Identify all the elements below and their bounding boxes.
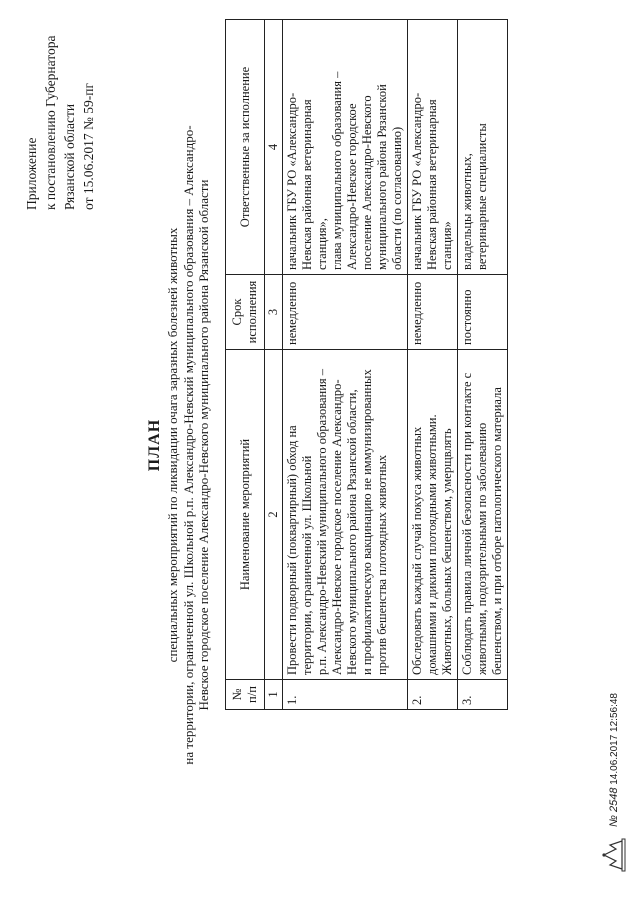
registration-number: № 2548 [608,787,620,827]
index-cell: 4 [265,20,283,275]
row-name-line: домашними и дикими плотоядными животными. [425,414,439,675]
plan-title: ПЛАН [146,418,163,472]
row-name [283,350,408,680]
row-name [408,350,458,680]
row-name [458,350,508,680]
registration-footer [600,693,628,875]
table-index-row [265,20,283,710]
appendix-line: к постановлению Губернатора [43,35,58,210]
row-name-line: Животных, больных бешенством, умерщвлять [440,428,454,675]
row-name-line: р.п. Александро-Невский муниципального образования – [315,368,329,675]
plan-table [225,19,508,710]
row-resp-line: ветеринарные специалисты [475,123,489,270]
row-term: постоянно [458,275,508,350]
plan-heading [145,5,212,885]
row-resp-line: станция», [315,218,329,270]
row-resp-line: глава муниципального образования – [330,71,344,270]
row-num: 3. [458,680,508,710]
row-name-line: Александро-Невское городское поселение Александро- [330,379,344,675]
row-name-line: животными, подозрительными по заболеванию [475,422,489,675]
appendix-line: Рязанской области [62,103,77,210]
row-num: 1. [283,680,408,710]
registration-info [608,693,620,827]
row-resp-line: Невская районная ветеринарная [300,99,314,270]
row-resp-line: поселение Александро-Невского [360,95,374,270]
appendix-block [22,10,98,210]
index-cell: 3 [265,275,283,350]
table-row [458,20,508,710]
row-responsible [283,20,408,275]
plan-subtitle-line: на территории, ограниченной ул. Школьной р.п. Александро-Невский муниципального образования – Александро- [180,125,196,765]
header-num: № п/п [226,680,265,710]
appendix-line: Приложение [24,137,39,210]
row-resp-line: области (по согласованию) [390,126,404,270]
row-resp-line: начальник ГБУ РО «Александро- [285,92,299,270]
row-resp-line: Невская районная ветеринарная [425,99,439,270]
row-num: 2. [408,680,458,710]
row-resp-line: начальник ГБУ РО «Александро- [410,92,424,270]
header-name: Наименование мероприятий [226,350,265,680]
row-name-line: Провести подворный (поквартирный) обход на [285,425,299,675]
row-name-line: против бешенства плотоядных животных [375,454,389,675]
row-resp-line: Александро-Невское городское [345,103,359,270]
table-row [408,20,458,710]
registration-datetime: 14.06.2017 12:56:48 [609,693,620,785]
row-name-line: Обследовать каждый случай покуса животных [410,426,424,675]
row-name-line: территории, ограниченной ул. Школьной [300,455,314,675]
row-term: немедленно [408,275,458,350]
row-name-line: Соблюдать правила личной безопасности при контакте с [460,372,474,675]
row-name-line: бешенством, и при отборе патологического материала [490,387,504,675]
row-name-line: и профилактическую вакцинацию не иммунизированных [360,369,374,675]
row-resp-line: станция» [440,221,454,270]
appendix-line: от 15.06.2017 № 59-пг [81,83,96,210]
index-cell: 1 [265,680,283,710]
table-row [283,20,408,710]
row-resp-line: владельцы животных, [460,153,474,270]
row-name-line: Невского муниципального района Рязанской области, [345,389,359,675]
row-term: немедленно [283,275,408,350]
index-cell: 2 [265,350,283,680]
table-body [283,20,508,710]
registration-stamp-icon [600,835,628,875]
row-resp-line: муниципального района Рязанской [375,84,389,270]
table-header-row [226,20,265,710]
plan-subtitle-line: специальных мероприятий по ликвидации очага заразных болезней животных [165,227,180,663]
plan-subtitle-line: Невское городское поселение Александро-Невского муниципального района Рязанской области [196,179,211,711]
header-term: Срок исполнения [226,275,265,350]
row-responsible [458,20,508,275]
header-responsible: Ответственные за исполнение [226,20,265,275]
row-responsible [408,20,458,275]
